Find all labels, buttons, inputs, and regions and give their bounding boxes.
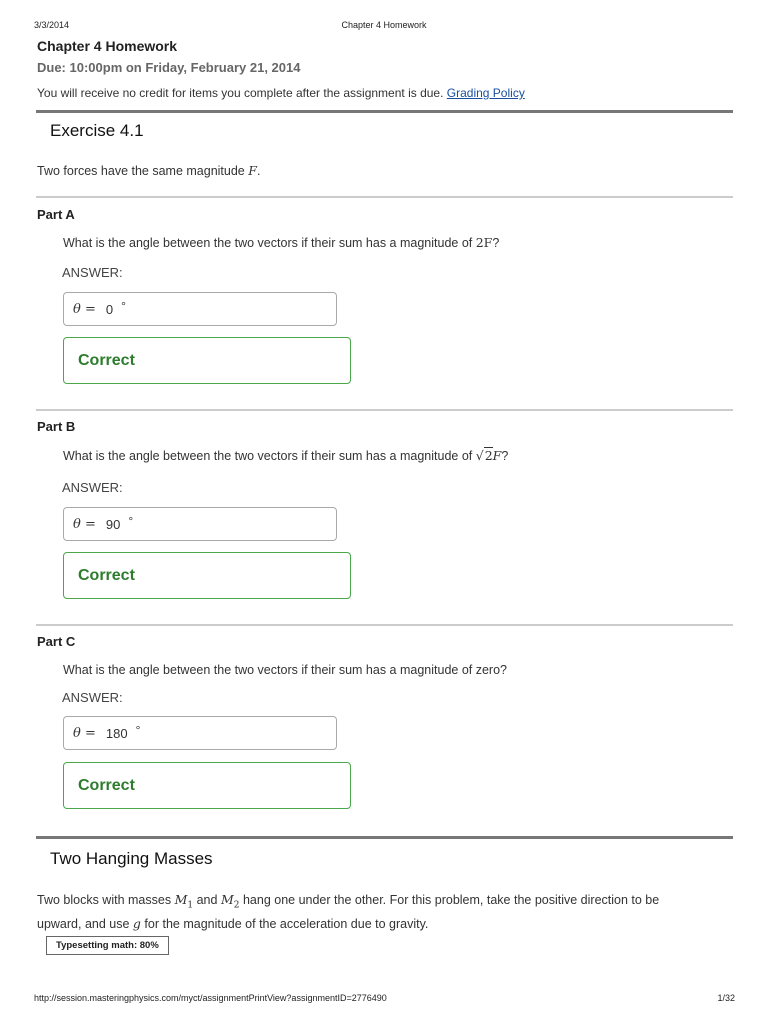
section-divider bbox=[36, 110, 733, 113]
sqrt-radicand: 2 bbox=[484, 448, 493, 463]
part-a-correct-text: Correct bbox=[78, 351, 135, 369]
part-b-label: Part B bbox=[37, 419, 76, 434]
part-c-question: What is the angle between the two vectors if their sum has a magnitude of zero? bbox=[63, 663, 507, 677]
part-b-feedback bbox=[63, 552, 351, 599]
page-number: 1/32 bbox=[717, 993, 735, 1003]
part-a-label: Part A bbox=[37, 207, 75, 222]
part-c-feedback bbox=[63, 762, 351, 809]
part-b-question-variable: F bbox=[492, 448, 502, 463]
part-a-question-mark: ? bbox=[492, 236, 500, 250]
part-b-answer-label: ANSWER: bbox=[62, 480, 123, 495]
desc-text: hang one under the other. For this problem, take the positive direction to be bbox=[242, 893, 660, 907]
theta-symbol: θ = bbox=[73, 516, 96, 532]
part-divider bbox=[36, 409, 733, 411]
due-date: Due: 10:00pm on Friday, February 21, 2014 bbox=[37, 60, 301, 75]
grading-policy-link[interactable]: Grading Policy bbox=[446, 86, 525, 100]
mass-1: $M_1$ bbox=[174, 892, 194, 911]
degree-unit: ° bbox=[128, 514, 134, 528]
intro-period: . bbox=[256, 164, 261, 178]
degree-unit: ° bbox=[135, 723, 141, 737]
late-notice bbox=[37, 86, 525, 100]
part-divider bbox=[36, 624, 733, 626]
desc-text: and bbox=[196, 893, 218, 907]
exercise-intro bbox=[37, 163, 260, 178]
part-a-question-math: 2F bbox=[475, 235, 493, 250]
part-a-answer-label: ANSWER: bbox=[62, 265, 123, 280]
part-b-question-text: What is the angle between the two vectors if their sum has a magnitude of bbox=[63, 449, 473, 463]
desc-text: Two blocks with masses bbox=[37, 893, 172, 907]
part-c-answer-field[interactable] bbox=[63, 716, 337, 750]
degree-unit: ° bbox=[121, 299, 126, 313]
part-c-label: Part C bbox=[37, 634, 76, 649]
mass-2: $M_2$ bbox=[220, 892, 240, 911]
part-b-correct-text: Correct bbox=[78, 566, 135, 584]
part-a-question bbox=[63, 235, 499, 250]
sqrt-sign: √ bbox=[475, 448, 484, 463]
theta-symbol: θ = bbox=[73, 725, 96, 741]
problem-description bbox=[37, 891, 727, 933]
part-divider bbox=[36, 196, 733, 198]
print-url: http://session.masteringphysics.com/myct/assignmentPrintView?assignmentID=2776490 bbox=[34, 993, 387, 1003]
print-date: 3/3/2014 bbox=[34, 20, 70, 30]
part-c-answer-value: 180 bbox=[105, 725, 128, 741]
part-c-answer-label: ANSWER: bbox=[62, 690, 123, 705]
exercise-title: Exercise 4.1 bbox=[50, 121, 144, 140]
intro-text: Two forces have the same magnitude bbox=[37, 164, 245, 178]
desc-text: for the magnitude of the acceleration due to gravity. bbox=[144, 916, 429, 931]
part-a-answer-field[interactable] bbox=[63, 292, 337, 326]
part-a-answer-value: 0 bbox=[105, 301, 114, 317]
part-b-question-mark: ? bbox=[501, 449, 509, 463]
problem-title: Two Hanging Masses bbox=[50, 849, 213, 868]
print-title: Chapter 4 Homework bbox=[341, 20, 427, 30]
part-b-question bbox=[63, 448, 508, 463]
assignment-title: Chapter 4 Homework bbox=[37, 38, 178, 54]
late-notice-text: You will receive no credit for items you complete after the assignment is due. bbox=[37, 86, 444, 100]
part-a-feedback bbox=[63, 337, 351, 384]
section-divider bbox=[36, 836, 733, 839]
part-b-answer-value: 90 bbox=[105, 516, 121, 532]
part-b-answer-field[interactable] bbox=[63, 507, 337, 541]
desc-text: upward, and use bbox=[37, 916, 130, 931]
part-c-correct-text: Correct bbox=[78, 776, 135, 794]
part-a-question-text: What is the angle between the two vectors if their sum has a magnitude of bbox=[63, 236, 473, 250]
intro-variable: F bbox=[248, 163, 257, 178]
theta-symbol: θ = bbox=[73, 301, 96, 317]
typesetting-status: Typesetting math: 80% bbox=[46, 936, 169, 955]
part-b-sqrt bbox=[476, 448, 493, 463]
gravity-variable: g bbox=[132, 915, 141, 931]
